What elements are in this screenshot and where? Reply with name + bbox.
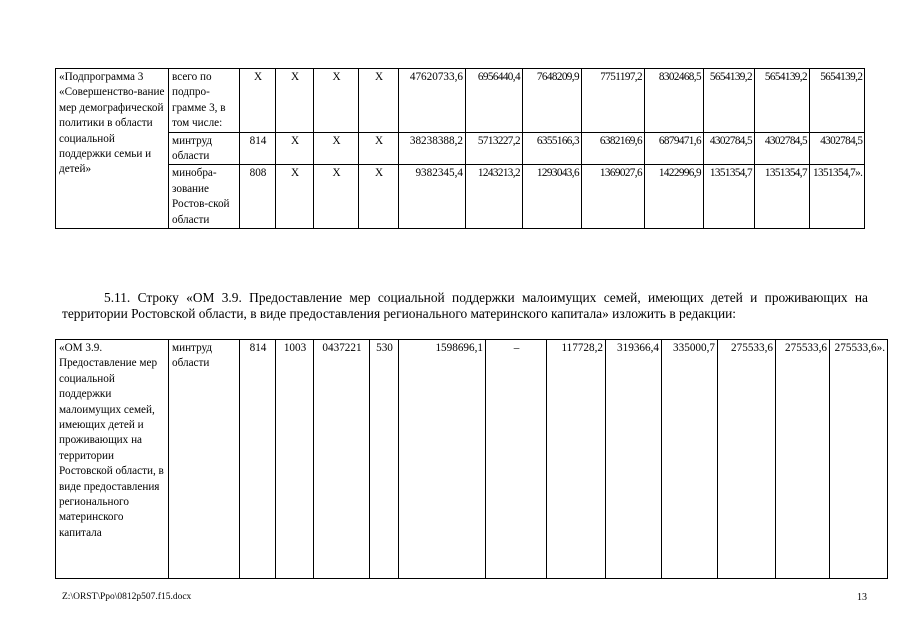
value-cell: 9382345,4 — [399, 165, 466, 229]
value-cell: 5654139,2 — [704, 69, 755, 133]
value-cell: 1243213,2 — [466, 165, 523, 229]
amendment-text: 5.11. Строку «ОМ 3.9. Предоставление мер социальной поддержки малоимущих семей, имеющих детей и проживающих на территории Ростовской области, в виде предоставления регионального материнского капитала» изложить в редакции: — [62, 290, 868, 322]
value-cell: 5713227,2 — [466, 132, 523, 165]
value-cell: 1351354,7 — [704, 165, 755, 229]
value-cell: 275533,6 — [718, 340, 776, 579]
value-cell: 6879471,6 — [645, 132, 704, 165]
rzpr-cell: Х — [276, 165, 314, 229]
value-cell: 47620733,6 — [399, 69, 466, 133]
value-cell: 275533,6». — [830, 340, 888, 579]
value-cell: 7648209,9 — [523, 69, 582, 133]
value-cell: 8302468,5 — [645, 69, 704, 133]
page-number: 13 — [857, 592, 867, 603]
program-table-bottom — [55, 339, 888, 579]
measure-name-cell: «ОМ 3.9. Предоставление мер социальной поддержки малоимущих семей, имеющих детей и проживающих на территории Ростовской области, в виде предоставления регионального материнского капитала — [56, 340, 169, 579]
executor-cell: всего по подпро-грамме 3, в том числе: — [169, 69, 240, 133]
table-row — [56, 340, 888, 579]
rzpr-cell: 1003 — [276, 340, 314, 579]
csr-cell: Х — [314, 132, 359, 165]
grbs-cell: Х — [240, 69, 276, 133]
value-cell: 1351354,7 — [755, 165, 810, 229]
table-row — [56, 132, 865, 165]
program-name-cell: «Подпрограмма 3 «Совершенство-вание мер демографической политики в области социальной поддержки семьи и детей» — [56, 69, 169, 229]
value-cell: 4302784,5 — [755, 132, 810, 165]
rzpr-cell: Х — [276, 69, 314, 133]
value-cell: 1293043,6 — [523, 165, 582, 229]
value-cell: 7751197,2 — [582, 69, 645, 133]
value-cell: 117728,2 — [547, 340, 606, 579]
value-cell: 4302784,5 — [810, 132, 865, 165]
table-row — [56, 165, 865, 229]
value-cell: 5654139,2 — [755, 69, 810, 133]
value-cell: 6382169,6 — [582, 132, 645, 165]
vr-cell: Х — [359, 69, 399, 133]
grbs-cell: 814 — [240, 340, 276, 579]
table-row — [56, 69, 865, 133]
rzpr-cell: Х — [276, 132, 314, 165]
executor-cell: минтруд области — [169, 132, 240, 165]
value-cell: 38238388,2 — [399, 132, 466, 165]
footer-file-path: Z:\ORST\Ppo\0812p507.f15.docx — [62, 592, 192, 602]
value-cell: 1422996,9 — [645, 165, 704, 229]
csr-cell: Х — [314, 165, 359, 229]
value-cell: 1598696,1 — [399, 340, 486, 579]
grbs-cell: 814 — [240, 132, 276, 165]
value-cell: 5654139,2 — [810, 69, 865, 133]
vr-cell: Х — [359, 165, 399, 229]
amendment-paragraph — [62, 290, 868, 323]
value-cell: 4302784,5 — [704, 132, 755, 165]
executor-cell: минтруд области — [169, 340, 240, 579]
grbs-cell: 808 — [240, 165, 276, 229]
value-cell: 1369027,6 — [582, 165, 645, 229]
value-cell: 6956440,4 — [466, 69, 523, 133]
program-table-top — [55, 68, 865, 229]
value-cell: 6355166,3 — [523, 132, 582, 165]
executor-cell: минобра-зование Ростов-ской области — [169, 165, 240, 229]
value-cell: – — [486, 340, 547, 579]
value-cell: 1351354,7». — [810, 165, 865, 229]
value-cell: 275533,6 — [776, 340, 830, 579]
csr-cell: Х — [314, 69, 359, 133]
vr-cell: 530 — [370, 340, 399, 579]
value-cell: 335000,7 — [662, 340, 718, 579]
csr-cell: 0437221 — [314, 340, 370, 579]
vr-cell: Х — [359, 132, 399, 165]
value-cell: 319366,4 — [606, 340, 662, 579]
